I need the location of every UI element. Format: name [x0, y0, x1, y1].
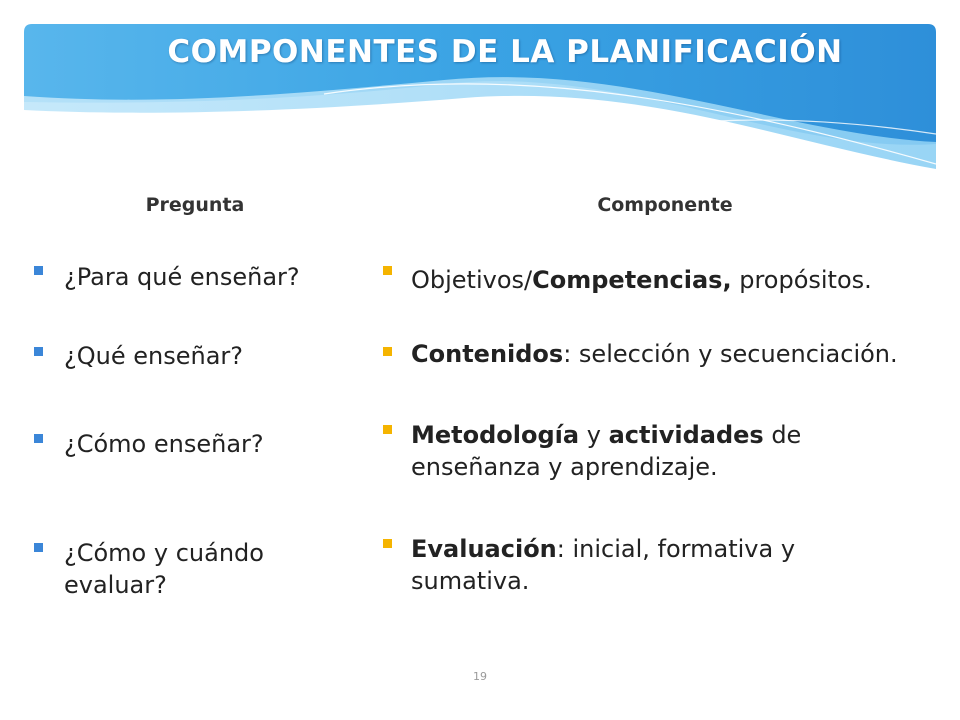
component-item [411, 264, 951, 296]
component-bold-text: Evaluación [411, 535, 557, 563]
square-bullet-icon [383, 539, 392, 548]
component-item [411, 419, 921, 483]
square-bullet-icon [34, 543, 43, 552]
square-bullet-icon [383, 266, 392, 275]
component-item [411, 338, 951, 370]
square-bullet-icon [383, 425, 392, 434]
square-bullet-icon [34, 266, 43, 275]
page-number: 19 [473, 670, 487, 683]
square-bullet-icon [34, 347, 43, 356]
component-text: : selección y secuenciación. [563, 340, 898, 368]
question-item: ¿Para qué enseñar? [64, 263, 300, 291]
component-text: y [579, 421, 609, 449]
component-item [411, 533, 891, 597]
square-bullet-icon [383, 347, 392, 356]
component-text: : inicial, formativa y sumativa. [411, 535, 796, 595]
square-bullet-icon [34, 434, 43, 443]
question-item: ¿Cómo enseñar? [64, 430, 264, 458]
component-bold-text: Contenidos [411, 340, 564, 368]
column-header-pregunta: Pregunta [145, 194, 245, 216]
component-text: propósitos. [731, 266, 872, 294]
column-header-componente: Componente [597, 194, 733, 216]
component-bold-text: Metodología [411, 421, 580, 449]
question-item: ¿Qué enseñar? [64, 342, 244, 370]
title-banner [24, 24, 936, 169]
component-bold-text: actividades [608, 421, 764, 449]
question-item: ¿Cómo y cuándo evaluar? [64, 539, 264, 599]
component-bold-text: Competencias, [532, 266, 732, 294]
page-title: COMPONENTES DE LA PLANIFICACIÓN [167, 34, 843, 70]
component-text: de enseñanza y aprendizaje. [411, 421, 802, 481]
component-text: Objetivos/ [411, 266, 533, 294]
